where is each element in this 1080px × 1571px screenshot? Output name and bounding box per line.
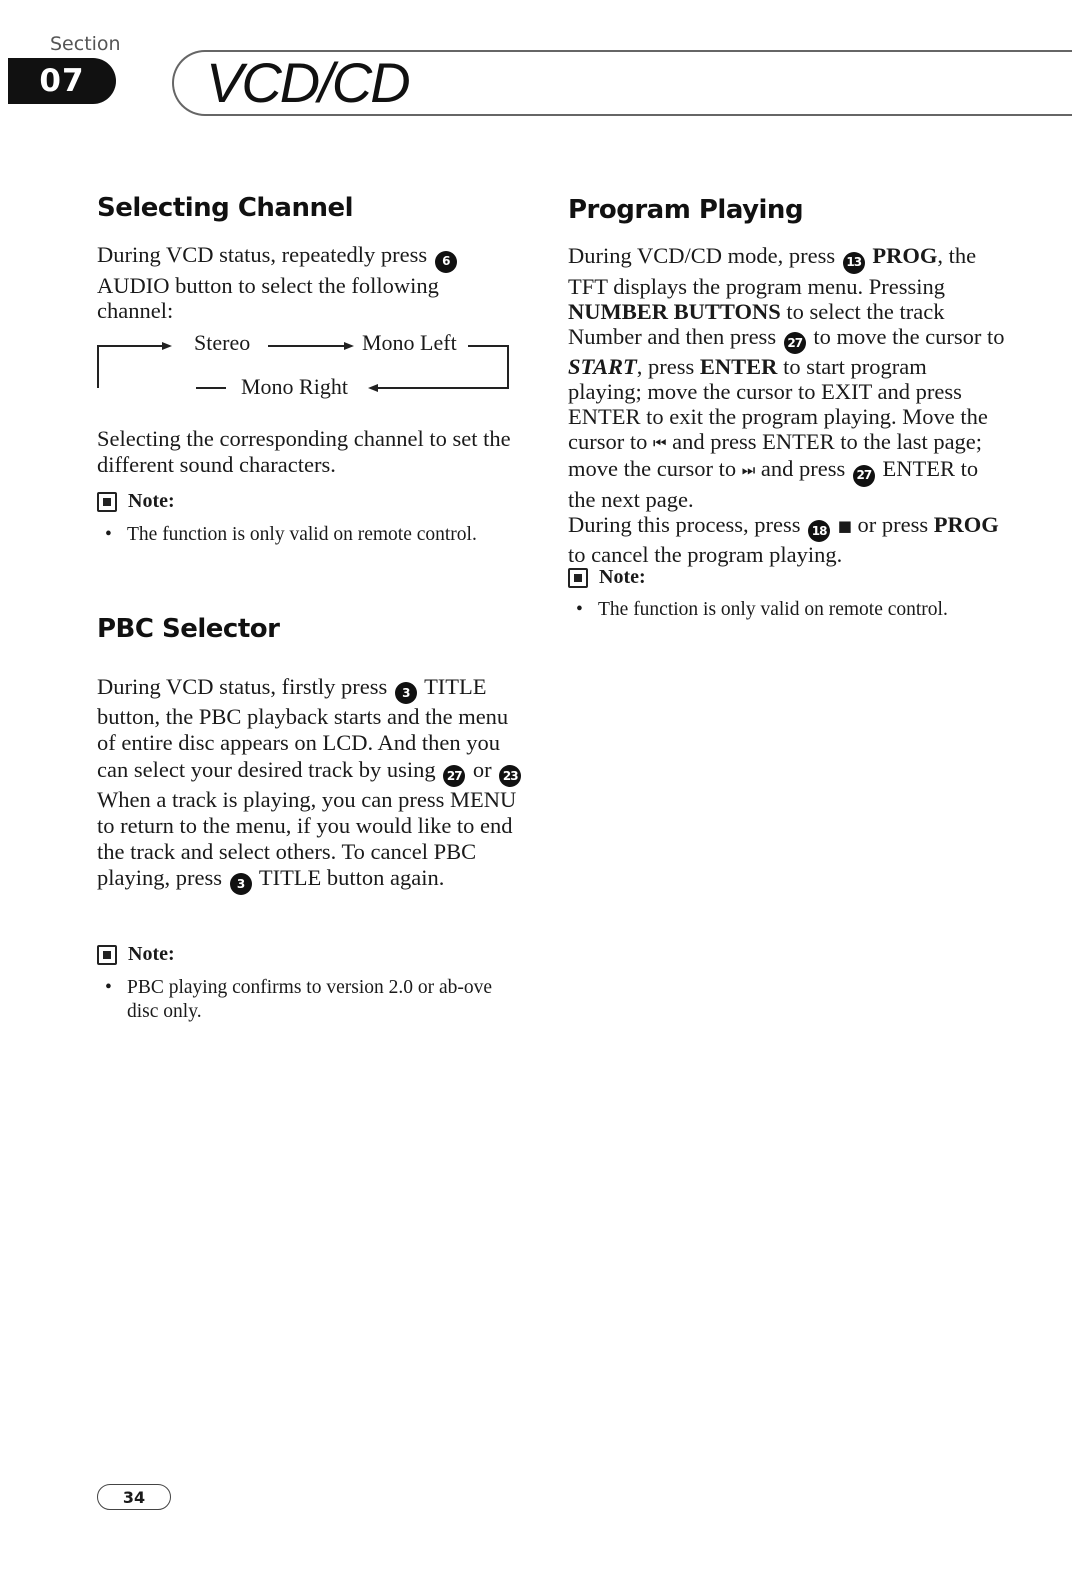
text: or press <box>857 511 929 537</box>
next-track-icon: ⏭ <box>741 461 756 479</box>
text: and press <box>760 456 846 481</box>
bullet-icon: • <box>105 977 112 998</box>
text: During this process, press <box>568 511 801 537</box>
note-item <box>105 976 497 1024</box>
note-icon <box>568 568 588 588</box>
text: When a track is playing, you can press MENU to return to the menu, if you would like to end the track and select others. To cancel PBC playing, press <box>97 786 517 891</box>
section-number-badge: 07 <box>8 58 116 104</box>
note-label-text: Note: <box>128 490 175 512</box>
note-icon <box>97 945 117 965</box>
page-number: 34 <box>97 1484 171 1510</box>
text: ENTER to the next page. <box>568 456 979 512</box>
selecting-channel-intro <box>97 242 517 324</box>
note-item-text: The function is only valid on remote control. <box>598 599 948 620</box>
heading-program-playing: Program Playing <box>568 195 804 225</box>
text: , the TFT displays the program menu. Pressing <box>568 243 977 299</box>
text: AUDIO button to select the following channel: <box>97 272 439 324</box>
text: to cancel the program playing. <box>568 542 843 567</box>
key-prog: PROG <box>933 511 999 537</box>
button-number-badge: 3 <box>395 682 417 704</box>
button-number-badge: 18 <box>808 520 830 542</box>
selecting-channel-description: Selecting the corresponding channel to set the different sound characters. <box>97 426 511 477</box>
previous-track-icon: ⏮ <box>652 434 667 452</box>
text: to move the cursor to <box>813 323 1005 349</box>
note-item <box>105 523 527 547</box>
note-label-text: Note: <box>599 566 646 588</box>
note-label <box>568 566 646 589</box>
pbc-selector-body <box>97 674 527 895</box>
button-number-badge: 23 <box>499 765 521 787</box>
note-item <box>576 598 1018 622</box>
key-enter: ENTER <box>699 354 778 379</box>
channel-stereo: Stereo <box>194 330 251 355</box>
text: to select the track Number and then press <box>568 298 945 349</box>
bullet-icon: • <box>105 524 112 545</box>
text: During VCD status, firstly press <box>97 674 388 699</box>
button-number-badge: 13 <box>843 252 865 274</box>
button-number-badge: 3 <box>230 873 252 895</box>
note-item-text: The function is only valid on remote control. <box>127 524 477 545</box>
stop-icon: ■ <box>837 516 852 535</box>
key-start: START <box>568 354 637 379</box>
channel-mono-right: Mono Right <box>241 374 348 399</box>
note-item-text: PBC playing confirms to version 2.0 or ab-ove disc only. <box>127 977 493 1022</box>
text: and press ENTER to the last page; move the cursor to <box>568 429 983 481</box>
program-playing-body <box>568 243 1006 567</box>
note-label-text: Note: <box>128 943 175 965</box>
button-number-badge: 27 <box>784 332 806 354</box>
button-number-badge: 27 <box>443 765 465 787</box>
heading-selecting-channel: Selecting Channel <box>97 193 354 223</box>
note-label <box>97 943 175 966</box>
heading-pbc-selector: PBC Selector <box>97 614 280 644</box>
text: TITLE button again. <box>258 865 445 891</box>
channel-cycle-diagram <box>96 328 516 408</box>
bullet-icon: • <box>576 599 583 620</box>
page-title: VCD/CD <box>206 51 409 114</box>
text: TITLE button, the PBC playback starts and the menu of entire disc appears on LCD. And then you can select your desired track by using <box>97 674 509 782</box>
note-icon <box>97 492 117 512</box>
key-number-buttons: NUMBER BUTTONS <box>568 298 781 324</box>
note-label <box>97 490 175 513</box>
section-label: Section <box>50 33 121 55</box>
text: , press <box>636 354 695 379</box>
text: During VCD/CD mode, press <box>568 243 836 268</box>
channel-mono-left: Mono Left <box>362 330 457 355</box>
button-number-badge: 27 <box>853 465 875 487</box>
key-prog: PROG <box>872 243 938 268</box>
text: to start program playing; move the cursor to EXIT and press ENTER to exit the program playing. Move the cursor to <box>568 354 988 454</box>
button-number-badge: 6 <box>435 251 457 273</box>
text: or <box>472 756 492 782</box>
text: During VCD status, repeatedly press <box>97 242 428 267</box>
